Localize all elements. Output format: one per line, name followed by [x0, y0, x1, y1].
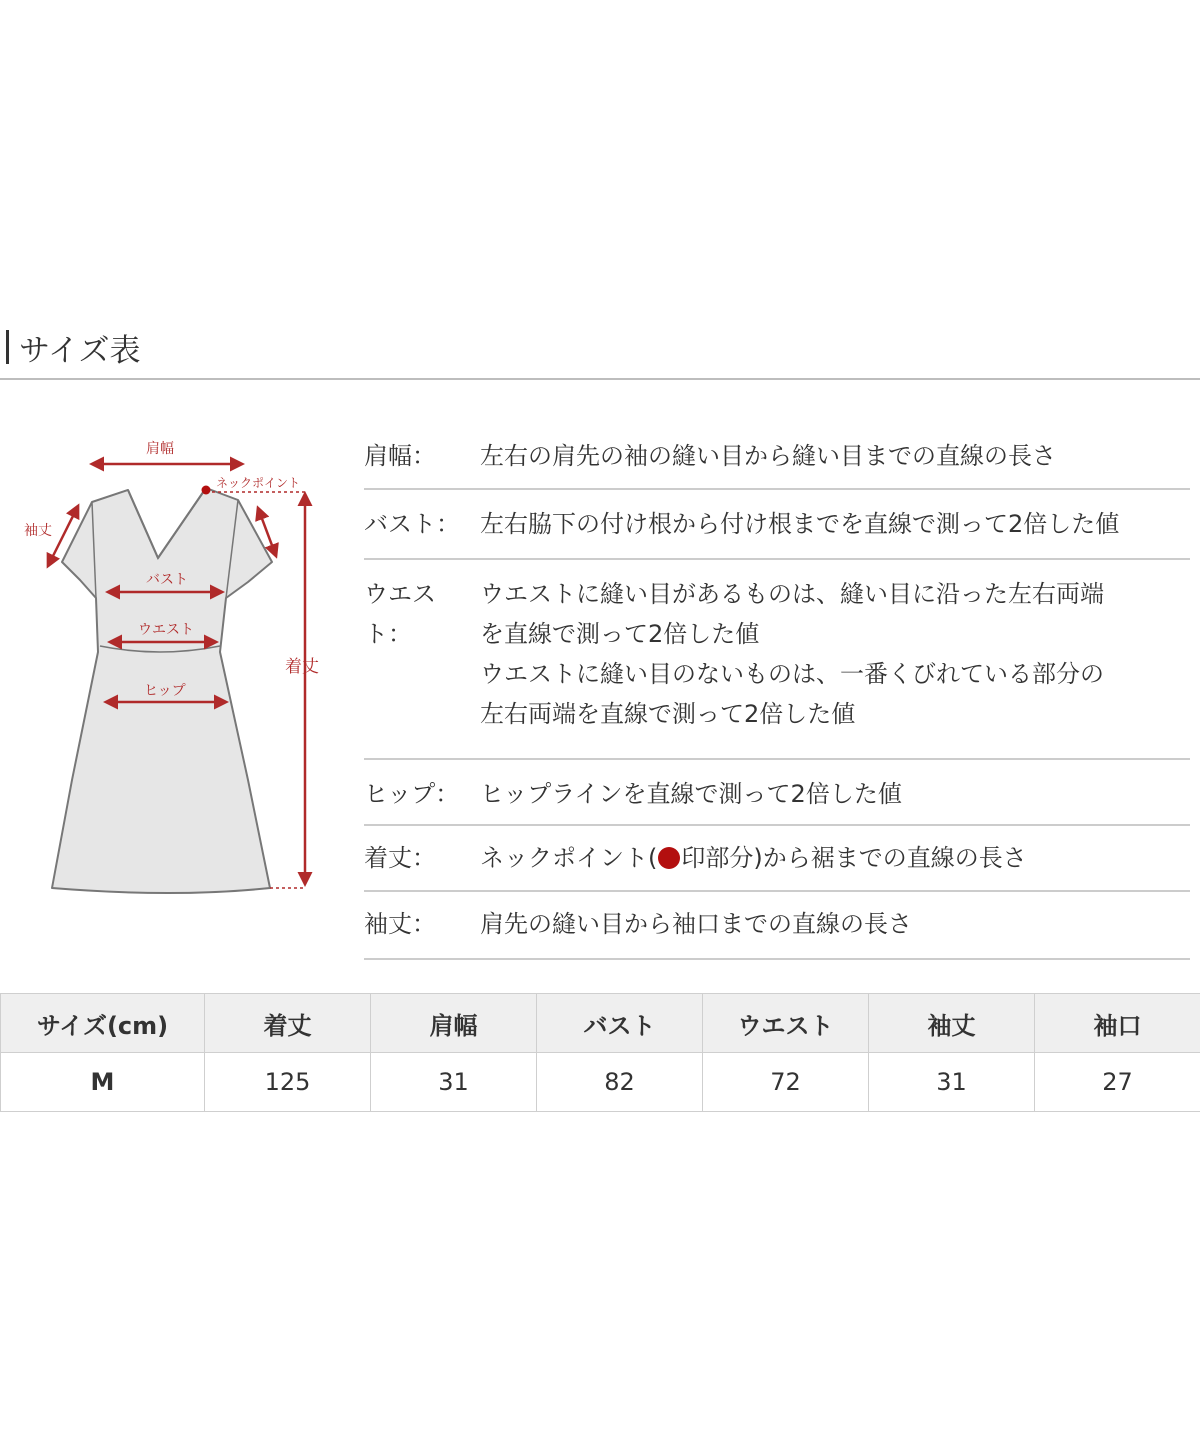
- table-header: 袖丈: [869, 994, 1035, 1053]
- measurement-definitions: [364, 424, 1190, 960]
- definition-line-end: 印部分)から裾までの直線の長さ: [681, 844, 1027, 872]
- definition-text: [480, 904, 1190, 958]
- label-sleeve: 袖丈: [24, 523, 52, 539]
- definition-term: 肩幅：: [364, 442, 436, 470]
- definition-line-start: ネックポイント(: [480, 844, 658, 872]
- table-cell: 31: [371, 1053, 537, 1112]
- definition-term: バスト：: [364, 510, 460, 538]
- table-header: バスト: [537, 994, 703, 1053]
- table-cell: 72: [703, 1053, 869, 1112]
- label-length: 着丈: [285, 657, 319, 677]
- table-cell-size: M: [1, 1053, 205, 1112]
- table-header: サイズ(cm): [1, 994, 205, 1053]
- definition-row: [364, 490, 1190, 560]
- definition-line: ヒップラインを直線で測って2倍した値: [480, 780, 902, 808]
- label-bust: バスト: [146, 572, 188, 588]
- definition-line: 左右両端を直線で測って2倍した値: [480, 700, 856, 728]
- red-dot-icon: [658, 847, 680, 869]
- table-header: ウエスト: [703, 994, 869, 1053]
- definition-text: [480, 504, 1190, 558]
- definition-line: [480, 838, 1190, 878]
- definition-text: [480, 574, 1190, 758]
- heading-bar: [6, 330, 9, 364]
- definition-line: ウエストに縫い目があるものは、縫い目に沿った左右両端: [480, 580, 1104, 608]
- table-row: [1, 1053, 1200, 1112]
- section-title: サイズ表: [19, 332, 141, 369]
- definition-row: [364, 760, 1190, 826]
- definition-text: [480, 774, 1190, 824]
- definition-row: [364, 424, 1190, 490]
- size-table: [0, 993, 1200, 1112]
- definition-line: を直線で測って2倍した値: [480, 620, 760, 648]
- table-header: 着丈: [205, 994, 371, 1053]
- definition-term: ヒップ：: [364, 780, 460, 808]
- section-heading: [0, 325, 141, 369]
- definition-row: [364, 892, 1190, 960]
- table-cell: 31: [869, 1053, 1035, 1112]
- definition-term: 着丈：: [364, 844, 436, 872]
- label-hip: ヒップ: [144, 683, 186, 699]
- table-header: 肩幅: [371, 994, 537, 1053]
- label-neck-point: ネックポイント: [216, 476, 301, 490]
- definition-line: 肩先の縫い目から袖口までの直線の長さ: [480, 910, 912, 938]
- table-cell: 27: [1035, 1053, 1200, 1112]
- definition-text: [480, 436, 1190, 488]
- definition-row: [364, 826, 1190, 892]
- table-header-row: [1, 994, 1200, 1053]
- definition-text: [480, 838, 1190, 890]
- label-waist: ウエスト: [138, 622, 194, 638]
- label-shoulder: 肩幅: [146, 441, 174, 457]
- garment-diagram: [0, 420, 340, 920]
- definition-line: ウエストに縫い目のないものは、一番くびれている部分の: [480, 660, 1104, 688]
- table-header: 袖口: [1035, 994, 1200, 1053]
- heading-divider: [0, 378, 1200, 380]
- neck-point-marker: [202, 486, 211, 495]
- definition-term: 袖丈：: [364, 910, 436, 938]
- definition-line: 左右の肩先の袖の縫い目から縫い目までの直線の長さ: [480, 442, 1056, 470]
- definition-line: 左右脇下の付け根から付け根までを直線で測って2倍した値: [480, 510, 1120, 538]
- table-cell: 82: [537, 1053, 703, 1112]
- table-cell: 125: [205, 1053, 371, 1112]
- definition-row: [364, 560, 1190, 760]
- definition-term: ウエスト：: [364, 580, 436, 648]
